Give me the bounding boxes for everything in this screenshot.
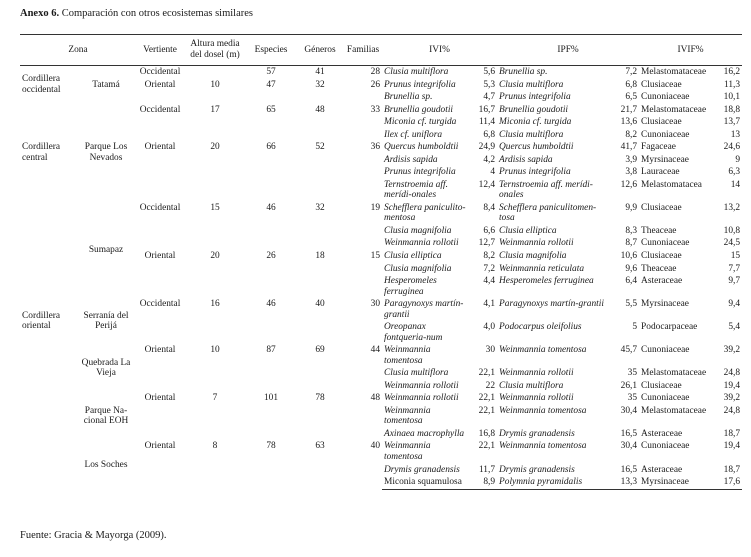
ivif-family: Lauraceae — [641, 167, 680, 178]
altura-cell: 20 — [210, 250, 220, 261]
ipf-species: Ardisis sapida — [499, 154, 553, 165]
generos-cell: 18 — [315, 250, 325, 261]
familias-cell: 33 — [370, 104, 381, 115]
ipf-species: Clusia multiflora — [499, 79, 564, 90]
generos-cell: 40 — [315, 299, 325, 310]
ipf-species: Brunellia goudotii — [499, 104, 569, 115]
familias-cell: 48 — [370, 393, 381, 404]
ipf-value: 41,7 — [620, 142, 638, 153]
ivif-family: Cunoniaceae — [641, 238, 690, 249]
ivi-species: Drymis granadensis — [384, 464, 460, 475]
ivif-family: Myrsinaceae — [641, 154, 689, 165]
ipf-value: 45,7 — [620, 345, 638, 356]
vertiente-cell: Oriental — [144, 441, 176, 452]
generos-cell: 78 — [315, 393, 325, 404]
zona-cell: Parque Los Nevados — [84, 142, 128, 163]
zona-cell: Quebrada La Vieja — [81, 357, 131, 379]
ivif-family: Cunoniaceae — [641, 393, 690, 404]
ivi-value: 11,4 — [478, 117, 496, 128]
ipf-species: Weinmannia rollotii — [499, 238, 574, 249]
table-row — [20, 298, 742, 321]
ipf-species: Prunus integrifolia — [499, 92, 571, 103]
ivif-family: Cunoniaceae — [641, 345, 690, 356]
ivif-family: Cunoniaceae — [641, 441, 690, 452]
generos-cell: 69 — [315, 345, 325, 356]
ivi-species: Hesperomeles ferruginea — [384, 276, 437, 297]
ipf-value: 5 — [632, 322, 638, 333]
ivi-value: 30 — [485, 345, 496, 356]
ivi-value: 22,1 — [478, 368, 496, 379]
ivif-family: Asteraceae — [641, 464, 683, 475]
ivif-value: 9,7 — [728, 276, 741, 287]
ivif-family: Myrsinaceae — [641, 299, 689, 310]
ivi-species: Schefflera paniculito-mentosa — [384, 202, 466, 224]
ipf-value: 21,7 — [620, 104, 638, 115]
ivif-family: Theaceae — [641, 225, 677, 236]
generos-cell: 32 — [315, 79, 325, 90]
ivi-value: 11,7 — [478, 464, 496, 475]
especies-cell: 65 — [266, 104, 276, 115]
ivif-family: Melastomataceae — [641, 405, 707, 416]
ivif-family: Clusiaceae — [641, 79, 682, 90]
ivif-value: 14 — [730, 179, 741, 190]
ivi-species: Weinmannia rollotii — [384, 238, 459, 249]
vertiente-cell: Occidental — [139, 202, 181, 213]
vertiente-cell: Occidental — [139, 104, 181, 115]
ivi-value: 4,1 — [483, 299, 496, 310]
altura-cell: 10 — [210, 345, 220, 356]
ivif-value: 11,3 — [724, 79, 741, 90]
familias-cell: 30 — [370, 299, 381, 310]
ivif-family: Asteraceae — [641, 428, 683, 439]
generos-cell: 63 — [315, 441, 325, 452]
generos-cell: 52 — [315, 142, 325, 153]
ipf-value: 9,9 — [625, 202, 638, 213]
especies-cell: 46 — [266, 299, 276, 310]
ipf-value: 5,5 — [625, 299, 638, 310]
ivi-species: Oreopanax fontqueria-num — [384, 322, 443, 343]
col-altura: Altura media del dosel (m) — [184, 35, 246, 66]
zona-cell: Parque Na-cional EOH — [83, 405, 129, 427]
table-row — [20, 440, 742, 463]
ivif-family: Fagaceae — [641, 142, 676, 153]
generos-cell: 32 — [315, 202, 325, 213]
ivif-family: Melastomataceae — [641, 67, 707, 77]
ivi-species: Ilex cf. uniflora — [384, 129, 443, 140]
especies-cell: 46 — [266, 202, 276, 213]
ivif-value: 13 — [730, 129, 741, 140]
ipf-value: 35 — [627, 393, 638, 404]
ivif-value: 19,4 — [723, 441, 741, 452]
ipf-species: Brunellia sp. — [499, 67, 548, 77]
source-footnote: Fuente: Gracia & Mayorga (2009). — [20, 530, 167, 541]
table-row — [20, 66, 742, 79]
table-title — [20, 8, 253, 19]
vertiente-cell: Oriental — [144, 142, 176, 153]
col-ivi: IVI% — [382, 35, 497, 66]
col-generos: Géneros — [296, 35, 344, 66]
ivi-species: Weinmannia rollotii — [384, 393, 459, 404]
ipf-species: Quercus humboldtii — [499, 142, 574, 153]
ipf-species: Clusia multiflora — [499, 380, 564, 391]
ipf-species: Prunus integrifolia — [499, 167, 571, 178]
ivif-value: 6,3 — [728, 167, 741, 178]
ipf-species: Weinmannia tomentosa — [499, 345, 587, 356]
ivif-value: 15 — [730, 250, 741, 261]
altura-cell: 8 — [212, 441, 218, 452]
region-cell — [20, 344, 76, 392]
col-ivif: IVIF% — [639, 35, 742, 66]
title-text: Comparación con otros ecosistemas similares — [61, 8, 254, 19]
ivi-value: 4,7 — [483, 92, 496, 103]
ipf-value: 30,4 — [620, 405, 638, 416]
ipf-value: 8,2 — [625, 129, 638, 140]
ivi-species: Weinmannia tomentosa — [384, 405, 431, 427]
ivi-species: Weinmannia rollotii — [384, 380, 459, 391]
ipf-value: 16,5 — [620, 428, 638, 439]
ivif-value: 13,2 — [723, 202, 741, 213]
ivif-value: 24,8 — [723, 405, 741, 416]
ipf-value: 30,4 — [620, 441, 638, 452]
generos-cell: 41 — [315, 67, 325, 77]
generos-cell: 48 — [315, 104, 325, 115]
region-cell: Cordillera central — [22, 142, 61, 163]
col-zona: Zona — [20, 35, 136, 66]
ipf-value: 9,6 — [625, 263, 638, 274]
table-row — [20, 104, 742, 117]
ivif-family: Cunoniaceae — [641, 129, 690, 140]
region-cell — [20, 202, 76, 298]
ipf-species: Clusia elliptica — [499, 225, 557, 236]
ivif-family: Clusiaceae — [641, 117, 682, 128]
altura-cell: 7 — [212, 393, 218, 404]
ivi-species: Prunus integrifolia — [384, 79, 456, 90]
ipf-species: Clusia multiflora — [499, 129, 564, 140]
col-vertiente: Vertiente — [136, 35, 184, 66]
especies-cell: 87 — [266, 345, 276, 356]
ivif-family: Clusiaceae — [641, 380, 682, 391]
ivi-species: Prunus integrifolia — [384, 167, 456, 178]
ipf-value: 6,4 — [625, 276, 638, 287]
ipf-value: 35 — [627, 368, 638, 379]
zona-cell: Los Soches — [84, 459, 128, 470]
ipf-value: 3,9 — [625, 154, 638, 165]
especies-cell: 57 — [266, 67, 276, 77]
vertiente-cell: Oriental — [144, 79, 176, 90]
zona-cell: Serranía del Perijá — [83, 310, 129, 332]
vertiente-cell: Oriental — [144, 250, 176, 261]
ivif-value: 24,5 — [723, 238, 741, 249]
ivi-value: 22,1 — [478, 405, 496, 416]
ipf-species: Drymis granadensis — [499, 428, 575, 439]
ivif-value: 18,7 — [723, 428, 741, 439]
altura-cell: 17 — [210, 104, 220, 115]
ivi-species: Paragynoxys martín-grantii — [384, 299, 464, 320]
familias-cell: 26 — [370, 79, 381, 90]
familias-cell: 15 — [370, 250, 381, 261]
altura-cell: 20 — [210, 142, 220, 153]
ipf-value: 12,6 — [620, 179, 638, 190]
ivi-value: 4,4 — [483, 276, 496, 287]
ivif-value: 10,1 — [723, 92, 741, 103]
ipf-value: 10,6 — [620, 250, 638, 261]
ivi-species: Axinaea macrophylla — [384, 428, 465, 439]
altura-cell: 15 — [210, 202, 220, 213]
altura-cell: 10 — [210, 79, 220, 90]
familias-cell: 28 — [370, 67, 381, 77]
region-cell: Cordillera oriental — [22, 310, 61, 332]
ivi-value: 8,4 — [483, 202, 496, 213]
ivif-value: 7,7 — [728, 263, 741, 274]
familias-cell: 19 — [370, 202, 381, 213]
ipf-value: 6,5 — [625, 92, 638, 103]
ivi-value: 4 — [490, 167, 496, 178]
ipf-species: Weinmannia tomentosa — [499, 405, 587, 416]
ivif-value: 39,2 — [723, 345, 741, 356]
ivi-species: Weinmannia tomentosa — [384, 345, 431, 366]
ivif-family: Melastomataceae — [641, 104, 707, 115]
ivi-value: 16,8 — [478, 428, 496, 439]
ipf-species: Paragynoxys martín-grantii — [499, 299, 604, 310]
ivi-value: 16,7 — [478, 104, 496, 115]
ipf-species: Hesperomeles ferruginea — [499, 276, 594, 287]
ipf-value: 7,2 — [625, 67, 638, 77]
ivi-value: 22 — [485, 380, 496, 391]
region-cell — [20, 392, 76, 440]
ipf-value: 8,7 — [625, 238, 638, 249]
ivif-value: 5,4 — [728, 322, 741, 333]
ivi-species: Brunellia goudotii — [384, 104, 454, 115]
ipf-species: Clusia magnifolia — [499, 250, 567, 261]
table-body — [20, 66, 742, 490]
ipf-value: 13,6 — [620, 117, 638, 128]
ivi-value: 6,6 — [483, 225, 496, 236]
ivif-value: 24,6 — [723, 142, 741, 153]
ipf-species: Ternstroemia aff. merídi-onales — [499, 179, 593, 201]
ivif-family: Clusiaceae — [641, 202, 682, 213]
ivi-value: 7,2 — [483, 263, 496, 274]
zona-cell: Tatamá — [92, 79, 120, 90]
region-cell: Cordillera occidental — [22, 74, 61, 95]
ivi-value: 8,9 — [469, 476, 497, 489]
ipf-value: 3,8 — [625, 167, 638, 178]
especies-cell: 101 — [263, 393, 279, 404]
ivif-family: Asteraceae — [641, 276, 683, 287]
ivi-value: 24,9 — [478, 142, 496, 153]
ivif-value: 10,8 — [723, 225, 741, 236]
ipf-value: 6,8 — [625, 79, 638, 90]
ivif-value: 16,2 — [723, 67, 741, 77]
ivif-family: Podocarpaceae — [641, 322, 698, 333]
ivi-species: Weinmannia tomentosa — [384, 441, 431, 462]
especies-cell: 26 — [266, 250, 276, 261]
ivif-value: 19,4 — [723, 380, 741, 391]
ipf-species: Weinmannia rollotii — [499, 393, 574, 404]
ipf-species: Miconia cf. turgida — [499, 117, 572, 128]
ipf-species: Weinmannia rollotii — [499, 368, 574, 379]
ivi-value: 4,2 — [483, 154, 496, 165]
especies-cell: 47 — [266, 79, 276, 90]
familias-cell: 36 — [370, 142, 381, 153]
ipf-value: 16,5 — [620, 464, 638, 475]
zona-cell: Sumapaz — [88, 244, 124, 255]
comparison-table — [20, 34, 742, 490]
ivif-family: Theaceae — [641, 263, 677, 274]
ipf-species: Weinmannia reticulata — [499, 263, 585, 274]
header-row — [20, 35, 742, 66]
ivif-value: 39,2 — [723, 393, 741, 404]
ivi-value: 22,1 — [478, 393, 496, 404]
ivif-value: 17,6 — [719, 476, 742, 489]
ipf-species: Weinmannia tomentosa — [499, 441, 587, 452]
ivif-value: 18,8 — [723, 104, 741, 115]
ivi-value: 12,7 — [478, 238, 496, 249]
ipf-species: Schefflera paniculitomen-tosa — [499, 202, 597, 224]
ivif-family: Clusiaceae — [641, 250, 682, 261]
ivi-value: 12,4 — [478, 179, 496, 190]
ivif-family: Melastomatacea — [641, 179, 702, 190]
ivi-value: 5,3 — [483, 79, 496, 90]
ivif-value: 18,7 — [723, 464, 741, 475]
ivi-species: Clusia magnifolia — [384, 263, 452, 274]
ivi-value: 4,0 — [483, 322, 496, 333]
vertiente-cell: Occidental — [139, 299, 181, 310]
ivi-species: Clusia multiflora — [384, 67, 449, 77]
ivi-species: Miconia squamulosa — [382, 476, 469, 489]
ipf-species: Drymis granadensis — [499, 464, 575, 475]
ivi-species: Clusia magnifolia — [384, 225, 452, 236]
table-row — [20, 202, 742, 225]
ivif-value: 24,8 — [723, 368, 741, 379]
vertiente-cell: Occidental — [139, 67, 181, 77]
col-especies: Especies — [246, 35, 296, 66]
ivi-species: Clusia multiflora — [384, 368, 449, 379]
ivif-value: 13,7 — [723, 117, 741, 128]
ivif-family: Melastomataceae — [641, 368, 707, 379]
ivi-species: Ardisis sapida — [384, 154, 438, 165]
col-familias: Familias — [344, 35, 382, 66]
ivi-value: 6,8 — [483, 129, 496, 140]
ivif-family: Myrsinaceae — [639, 476, 719, 489]
vertiente-cell: Oriental — [144, 345, 176, 356]
table-row — [20, 392, 742, 405]
especies-cell: 78 — [266, 441, 276, 452]
vertiente-cell: Oriental — [144, 393, 176, 404]
ivi-value: 22,1 — [478, 441, 496, 452]
ipf-value: 26,1 — [620, 380, 638, 391]
ivif-family: Cunoniaceae — [641, 92, 690, 103]
ivi-species: Brunellia sp. — [384, 92, 433, 103]
familias-cell: 40 — [370, 441, 381, 452]
ivi-species: Clusia elliptica — [384, 250, 442, 261]
ipf-value: 8,3 — [625, 225, 638, 236]
altura-cell: 16 — [210, 299, 220, 310]
ivi-species: Miconia cf. turgida — [384, 117, 457, 128]
especies-cell: 66 — [266, 142, 276, 153]
ivi-species: Ternstroemia aff. merídi-onales — [384, 179, 448, 201]
ipf-species: Podocarpus oleifolius — [499, 322, 582, 333]
table-row — [20, 344, 742, 367]
annex-label: Anexo 6. — [20, 8, 60, 19]
familias-cell: 44 — [370, 345, 381, 356]
region-cell — [20, 440, 76, 489]
ivif-value: 9,4 — [728, 299, 741, 310]
ivif-value: 9 — [735, 154, 741, 165]
ipf-species: Polymnia pyramidalis — [497, 476, 609, 489]
ivi-species: Quercus humboldtii — [384, 142, 459, 153]
ipf-value: 13,3 — [609, 476, 639, 489]
ivi-value: 8,2 — [483, 250, 496, 261]
col-ipf: IPF% — [497, 35, 639, 66]
ivi-value: 5,6 — [483, 67, 496, 77]
